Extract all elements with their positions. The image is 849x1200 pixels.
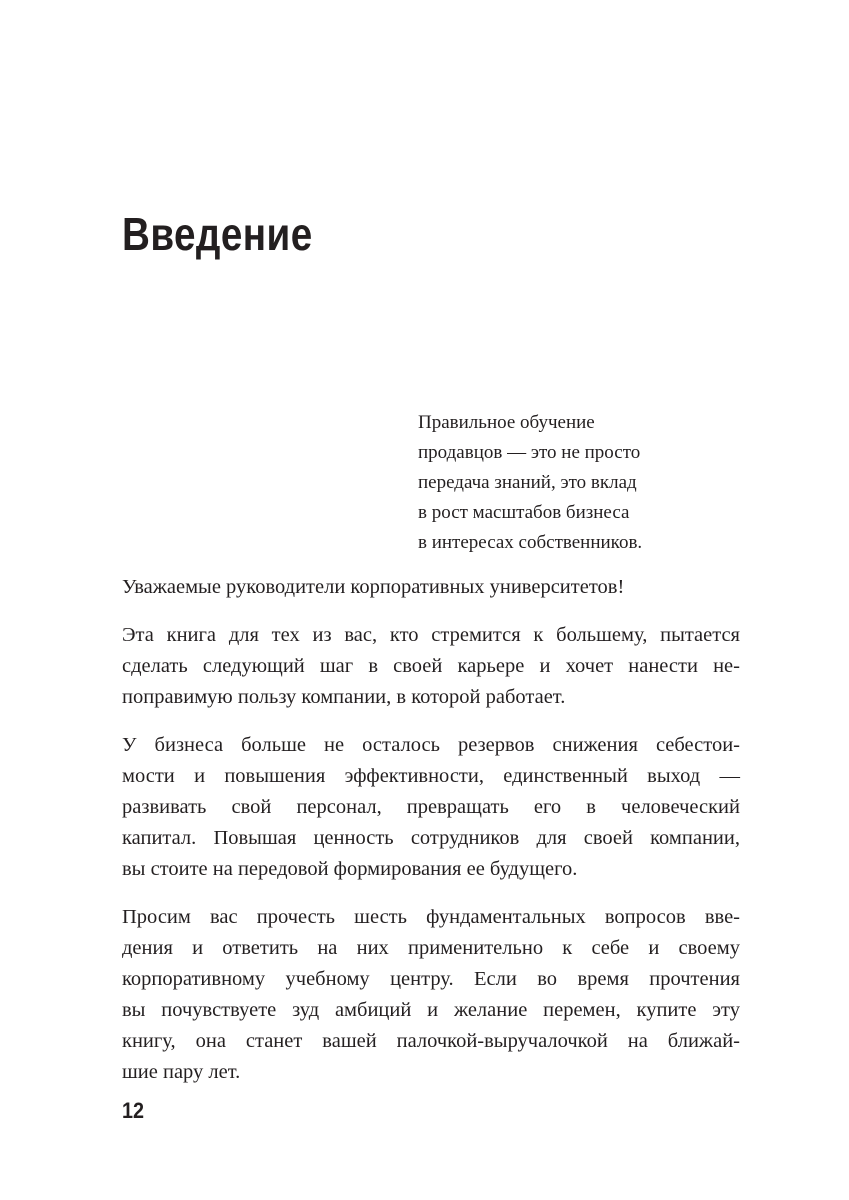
text-line: сделать следующий шаг в своей карьере и хочет нанести не- xyxy=(122,655,740,677)
text-line: книгу, она станет вашей палочкой-выручалочкой на ближай- xyxy=(122,1030,740,1052)
epigraph-line: продавцов — это не просто xyxy=(418,442,641,463)
epigraph-line: в рост масштабов бизнеса xyxy=(418,502,630,523)
text-line: дения и ответить на них применительно к себе и своему xyxy=(122,937,740,959)
text-line: Просим вас прочесть шесть фундаментальных вопросов вве- xyxy=(122,906,740,928)
epigraph-line: в интересах собственников. xyxy=(418,532,643,553)
text-line: капитал. Повышая ценность сотрудников для своей компании, xyxy=(122,827,740,849)
epigraph-line: Правильное обучение xyxy=(418,412,595,433)
chapter-title: Введение xyxy=(122,208,313,260)
epigraph-line: передача знаний, это вклад xyxy=(418,472,637,493)
paragraph xyxy=(122,730,740,885)
page-number: 12 xyxy=(122,1098,145,1123)
text-line: мости и повышения эффективности, единственный выход — xyxy=(122,765,740,787)
text-line: поправимую пользу компании, в которой работает. xyxy=(122,686,566,708)
paragraph xyxy=(122,902,740,1088)
body-text xyxy=(122,572,740,1105)
text-line: развивать свой персонал, превращать его в человеческий xyxy=(122,796,740,818)
paragraph xyxy=(122,572,740,603)
epigraph xyxy=(418,408,718,558)
text-line: Эта книга для тех из вас, кто стремится к большему, пытается xyxy=(122,624,740,646)
text-line: вы стоите на передовой формирования ее будущего. xyxy=(122,858,578,880)
paragraph xyxy=(122,620,740,713)
text-line: вы почувствуете зуд амбиций и желание перемен, купите эту xyxy=(122,999,740,1021)
text-line: У бизнеса больше не осталось резервов снижения себестои- xyxy=(122,734,740,756)
text-line: Уважаемые руководители корпоративных университетов! xyxy=(122,576,625,598)
text-line: шие пару лет. xyxy=(122,1061,241,1083)
text-line: корпоративному учебному центру. Если во время прочтения xyxy=(122,968,740,990)
